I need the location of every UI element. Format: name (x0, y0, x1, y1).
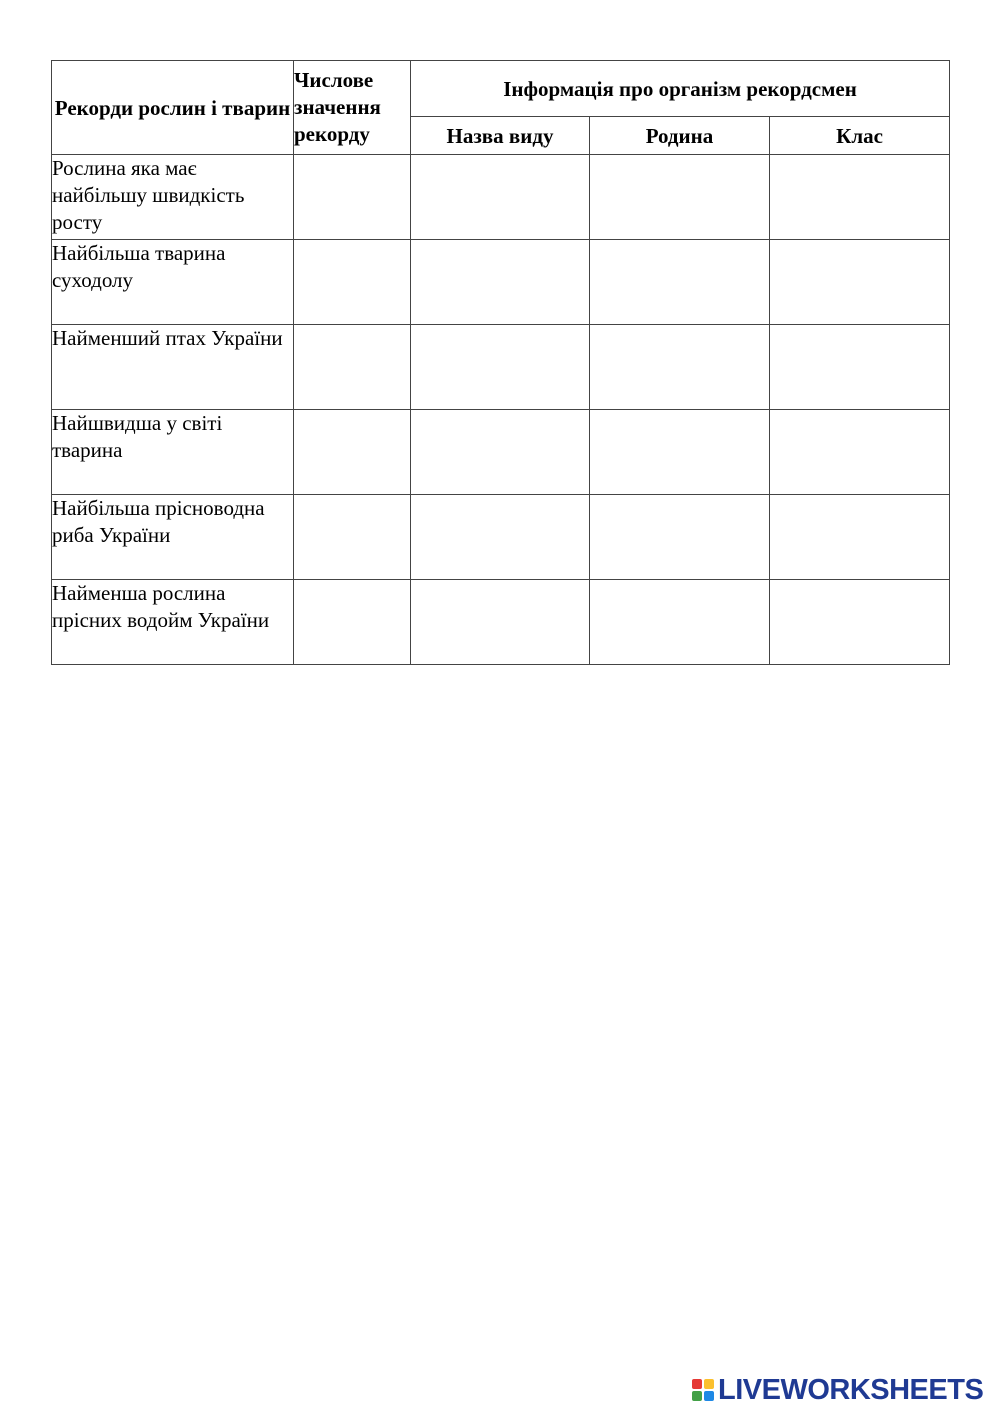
table-header-row (52, 61, 950, 117)
logo-square-yellow (704, 1379, 714, 1389)
family-cell[interactable] (590, 580, 770, 665)
family-cell[interactable] (590, 325, 770, 410)
class-cell[interactable] (770, 325, 950, 410)
family-cell[interactable] (590, 155, 770, 240)
family-cell[interactable] (590, 240, 770, 325)
table-row (52, 155, 950, 240)
species-name-cell[interactable] (411, 240, 590, 325)
class-cell[interactable] (770, 410, 950, 495)
species-name-cell[interactable] (411, 580, 590, 665)
table-row (52, 580, 950, 665)
header-family: Родина (590, 117, 770, 155)
logo-square-red (692, 1379, 702, 1389)
class-cell[interactable] (770, 495, 950, 580)
liveworksheets-logo (692, 1373, 983, 1407)
row-label: Найшвидша у світі тварина (52, 410, 294, 495)
species-name-cell[interactable] (411, 495, 590, 580)
liveworksheets-logo-icon (692, 1379, 714, 1401)
header-numeric-value: Числове значення рекорду (294, 61, 411, 155)
species-name-cell[interactable] (411, 410, 590, 495)
class-cell[interactable] (770, 580, 950, 665)
logo-square-blue (704, 1391, 714, 1401)
header-organism-info: Інформація про організм рекордсмен (411, 61, 950, 117)
liveworksheets-brand-text: LIVEWORKSHEETS (718, 1373, 984, 1406)
row-label: Найменша рослина прісних водойм України (52, 580, 294, 665)
class-cell[interactable] (770, 155, 950, 240)
header-class: Клас (770, 117, 950, 155)
family-cell[interactable] (590, 495, 770, 580)
numeric-value-cell[interactable] (294, 155, 411, 240)
row-label: Найменший птах України (52, 325, 294, 410)
table-row (52, 325, 950, 410)
numeric-value-cell[interactable] (294, 410, 411, 495)
row-label: Найбільша тварина суходолу (52, 240, 294, 325)
table-row (52, 240, 950, 325)
records-table (51, 60, 950, 665)
numeric-value-cell[interactable] (294, 325, 411, 410)
class-cell[interactable] (770, 240, 950, 325)
header-species-name: Назва виду (411, 117, 590, 155)
header-records: Рекорди рослин і тварин (52, 61, 294, 155)
row-label: Рослина яка має найбільшу швидкість росту (52, 155, 294, 240)
family-cell[interactable] (590, 410, 770, 495)
table-row (52, 495, 950, 580)
row-label: Найбільша прісноводна риба України (52, 495, 294, 580)
logo-square-green (692, 1391, 702, 1401)
numeric-value-cell[interactable] (294, 495, 411, 580)
table-row (52, 410, 950, 495)
species-name-cell[interactable] (411, 325, 590, 410)
species-name-cell[interactable] (411, 155, 590, 240)
numeric-value-cell[interactable] (294, 580, 411, 665)
numeric-value-cell[interactable] (294, 240, 411, 325)
